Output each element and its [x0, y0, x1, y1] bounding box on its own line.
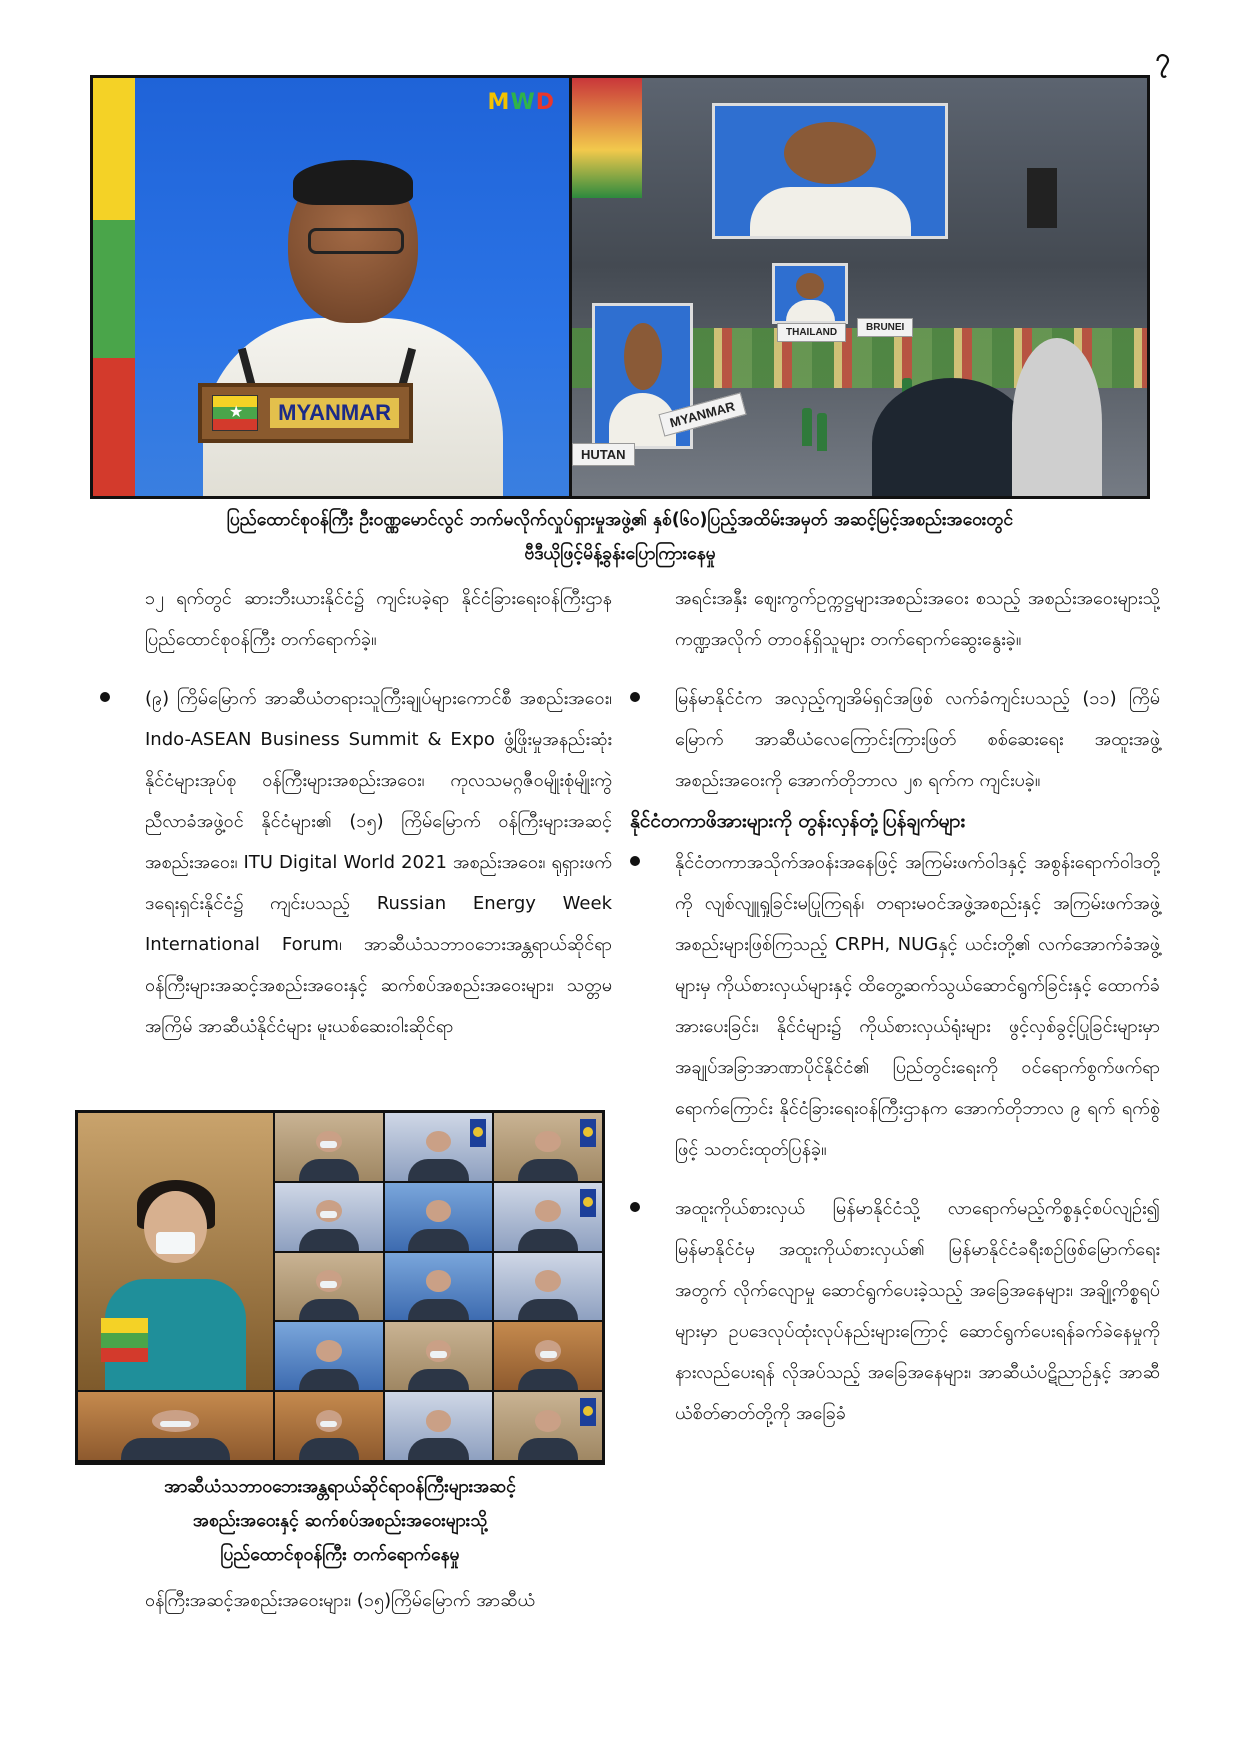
myanmar-flag-backdrop — [93, 78, 135, 496]
paragraph: ဝန်ကြီးအဆင့်အစည်းအဝေးများ၊ (၁၅)ကြိမ်မြောက် အာဆီယံ — [145, 1590, 535, 1611]
video-screen — [712, 103, 948, 239]
camera-icon — [1027, 168, 1057, 228]
podium-nameplate: MYANMAR — [270, 398, 399, 428]
participant-tile — [78, 1392, 273, 1460]
participant-tile — [385, 1253, 493, 1321]
bullet-item: မြန်မာနိုင်ငံက အလှည့်ကျအိမ်ရှင်အဖြစ် လက်ခံကျင်းပသည့် (၁၁) ကြိမ်မြောက် အာဆီယံလေကြောင်းကြားဖြတ် စစ်ဆေးရေး အထူးအဖွဲ့အစည်းအဝေးကို အောက်တိုဘာလ ၂၈ ရက်က ကျင်းပခဲ့။ — [630, 678, 1160, 801]
minister-video-tile — [78, 1113, 273, 1390]
bottle — [802, 408, 812, 446]
podium — [198, 383, 413, 443]
bullet-icon — [630, 692, 640, 702]
delegate — [872, 378, 1032, 496]
video-conference-collage — [75, 1110, 605, 1465]
speaker-hair — [293, 160, 413, 205]
bullet-icon — [630, 1202, 640, 1212]
speaker-glasses — [308, 228, 404, 254]
participant-tile — [494, 1253, 602, 1321]
bottle — [817, 413, 827, 451]
section-heading: နိုင်ငံတကာဖိအားများကို တွန်းလှန်တုံ့ပြန်ချက်များ — [630, 810, 966, 832]
bullet-icon — [630, 856, 640, 866]
country-name-card: HUTAN — [572, 443, 635, 466]
participant-tile — [385, 1113, 493, 1181]
participant-tile — [385, 1183, 493, 1251]
video-screen — [772, 263, 848, 324]
bullet-item: (၉) ကြိမ်မြောက် အာဆီယံတရားသူကြီးချုပ်များကောင်စီ အစည်းအဝေး၊ Indo-ASEAN Business Summit & Expo ဖွံ့ဖြိုးမှုအနည်းဆုံးနိုင်ငံများအုပ်စု ဝန်ကြီးများအစည်းအဝေး၊ ကုလသမဂ္ဂဇီဝမျိုးစုံမျိုးကွဲညီလာခံအဖွဲ့ဝင် နိုင်ငံများ၏ (၁၅) ကြိမ်မြောက် ဝန်ကြီးများအဆင့်အစည်းအဝေး၊ ITU Digital World 2021 အစည်းအဝေး၊ ရုရှားဖက်ဒရေးရှင်းနိုင်ငံ၌ ကျင်းပသည့် Russian Energy Week International Forum၊ အာဆီယံသဘာဝဘေးအန္တရာယ်ဆိုင်ရာ ဝန်ကြီးများအဆင့်အစည်းအဝေးနှင့် ဆက်စပ်အစည်းအဝေးများ၊ သတ္တမအကြိမ် အာဆီယံနိုင်ငံများ မူးယစ်ဆေးဝါးဆိုင်ရာ — [100, 678, 612, 1047]
country-name-card: BRUNEI — [857, 318, 913, 337]
flag-backdrop — [572, 78, 642, 198]
participant-tile — [494, 1113, 602, 1181]
delegate — [1012, 338, 1102, 496]
participant-tile — [494, 1322, 602, 1390]
right-column — [630, 578, 1160, 1434]
mwd-logo: MWD — [487, 90, 555, 115]
participant-tile — [385, 1322, 493, 1390]
bullet-item: အထူးကိုယ်စားလှယ် မြန်မာနိုင်ငံသို့ လာရောက်မည့်ကိစ္စနှင့်စပ်လျဉ်း၍ မြန်မာနိုင်ငံမှ အထူးကိုယ်စားလှယ်၏ မြန်မာနိုင်ငံခရီးစဉ်ဖြစ်မြောက်ရေးအတွက် လိုက်လျောမှု ဆောင်ရွက်ပေးခဲ့သည့် အခြေအနေများ၊ အချို့ကိစ္စရပ်များမှာ ဥပဒေလုပ်ထုံးလုပ်နည်းများကြောင့် ဆောင်ရွက်ပေးရန်ခက်ခဲနေမှုကို နားလည်ပေးရန် လိုအပ်သည့် အခြေအနေများ၊ အာဆီယံပဋိညာဉ်နှင့် အာဆီယံစိတ်ဓာတ်တို့ကို အခြေခံ — [630, 1188, 1160, 1434]
participant-tile — [275, 1322, 383, 1390]
paragraph: အရင်းအနှီး စျေးကွက်ဥက္ကဋ္ဌများအစည်းအဝေး စသည့် အစည်းအဝေးများသို့ ကဏ္ဍအလိုက် တာဝန်ရှိသူများ တက်ရောက်ဆွေးနွေးခဲ့။ — [675, 588, 1160, 650]
page-number: ၇ — [1155, 43, 1170, 73]
participant-tile — [275, 1183, 383, 1251]
left-column-continued — [100, 1580, 612, 1621]
bullet-item: နိုင်ငံတကာအသိုက်အဝန်းအနေဖြင့် အကြမ်းဖက်ဝါဒနှင့် အစွန်းရောက်ဝါဒတို့ကို လျစ်လျူရှုခြင်းမပြုကြရန်၊ တရားမဝင်အဖွဲ့အစည်းနှင့် အကြမ်းဖက်အဖွဲ့အစည်းများဖြစ်ကြသည့် CRPH, NUGနှင့် ယင်းတို့၏ လက်အောက်ခံအဖွဲ့များမှ ကိုယ်စားလှယ်များနှင့် ထိတွေ့ဆက်သွယ်ဆောင်ရွက်ခြင်းနှင့် ထောက်ခံအားပေးခြင်း၊ နိုင်ငံများ၌ ကိုယ်စားလှယ်ရုံးများ ဖွင့်လှစ်ခွင့်ပြုခြင်းများမှာ အချုပ်အခြာအာဏာပိုင်နိုင်ငံ၏ ပြည်တွင်းရေးကို ဝင်ရောက်စွက်ဖက်ရာ ရောက်ကြောင်း နိုင်ငံခြားရေးဝန်ကြီးဌာနက အောက်တိုဘာလ ၉ ရက် ရက်စွဲဖြင့် သတင်းထုတ်ပြန်ခဲ့။ — [630, 842, 1160, 1170]
left-column — [100, 578, 612, 1047]
participant-tile — [275, 1113, 383, 1181]
minister-speech-photo — [93, 78, 572, 496]
participant-tile — [494, 1392, 602, 1460]
participant-tile — [385, 1392, 493, 1460]
participant-tile — [275, 1253, 383, 1321]
collage-caption: အာဆီယံသဘာဝဘေးအန္တရာယ်ဆိုင်ရာဝန်ကြီးများအဆင့် အစည်းအဝေးနှင့် ဆက်စပ်အစည်းအဝေးများသို့ ပြည်ထောင်စုဝန်ကြီး တက်ရောက်နေမှု — [164, 1477, 516, 1565]
conference-room-photo — [572, 78, 1147, 496]
myanmar-flag-icon: ★ — [212, 395, 258, 431]
participant-tile — [275, 1392, 383, 1460]
country-name-card: THAILAND — [777, 323, 846, 342]
top-photo-pair — [90, 75, 1150, 499]
paragraph: ၁၂ ရက်တွင် ဆားဘီးယားနိုင်ငံ၌ ကျင်းပခဲ့ရာ နိုင်ငံခြားရေးဝန်ကြီးဌာန ပြည်ထောင်စုဝန်ကြီး တက်ရောက်ခဲ့။ — [145, 588, 612, 650]
bullet-icon — [100, 692, 110, 702]
top-photo-caption: ပြည်ထောင်စုဝန်ကြီး ဦးဝဏ္ဏမောင်လွင် ဘက်မလိုက်လှုပ်ရှားမှုအဖွဲ့၏ နှစ်(၆၀)ပြည့်အထိမ်းအမှတ် အဆင့်မြင့်အစည်းအဝေးတွင် ဗီဒီယိုဖြင့်မိန့်ခွန်းပြောကြားနေမှု — [226, 510, 1014, 564]
country-name-card: MYANMAR — [658, 392, 746, 436]
participant-tile — [494, 1183, 602, 1251]
